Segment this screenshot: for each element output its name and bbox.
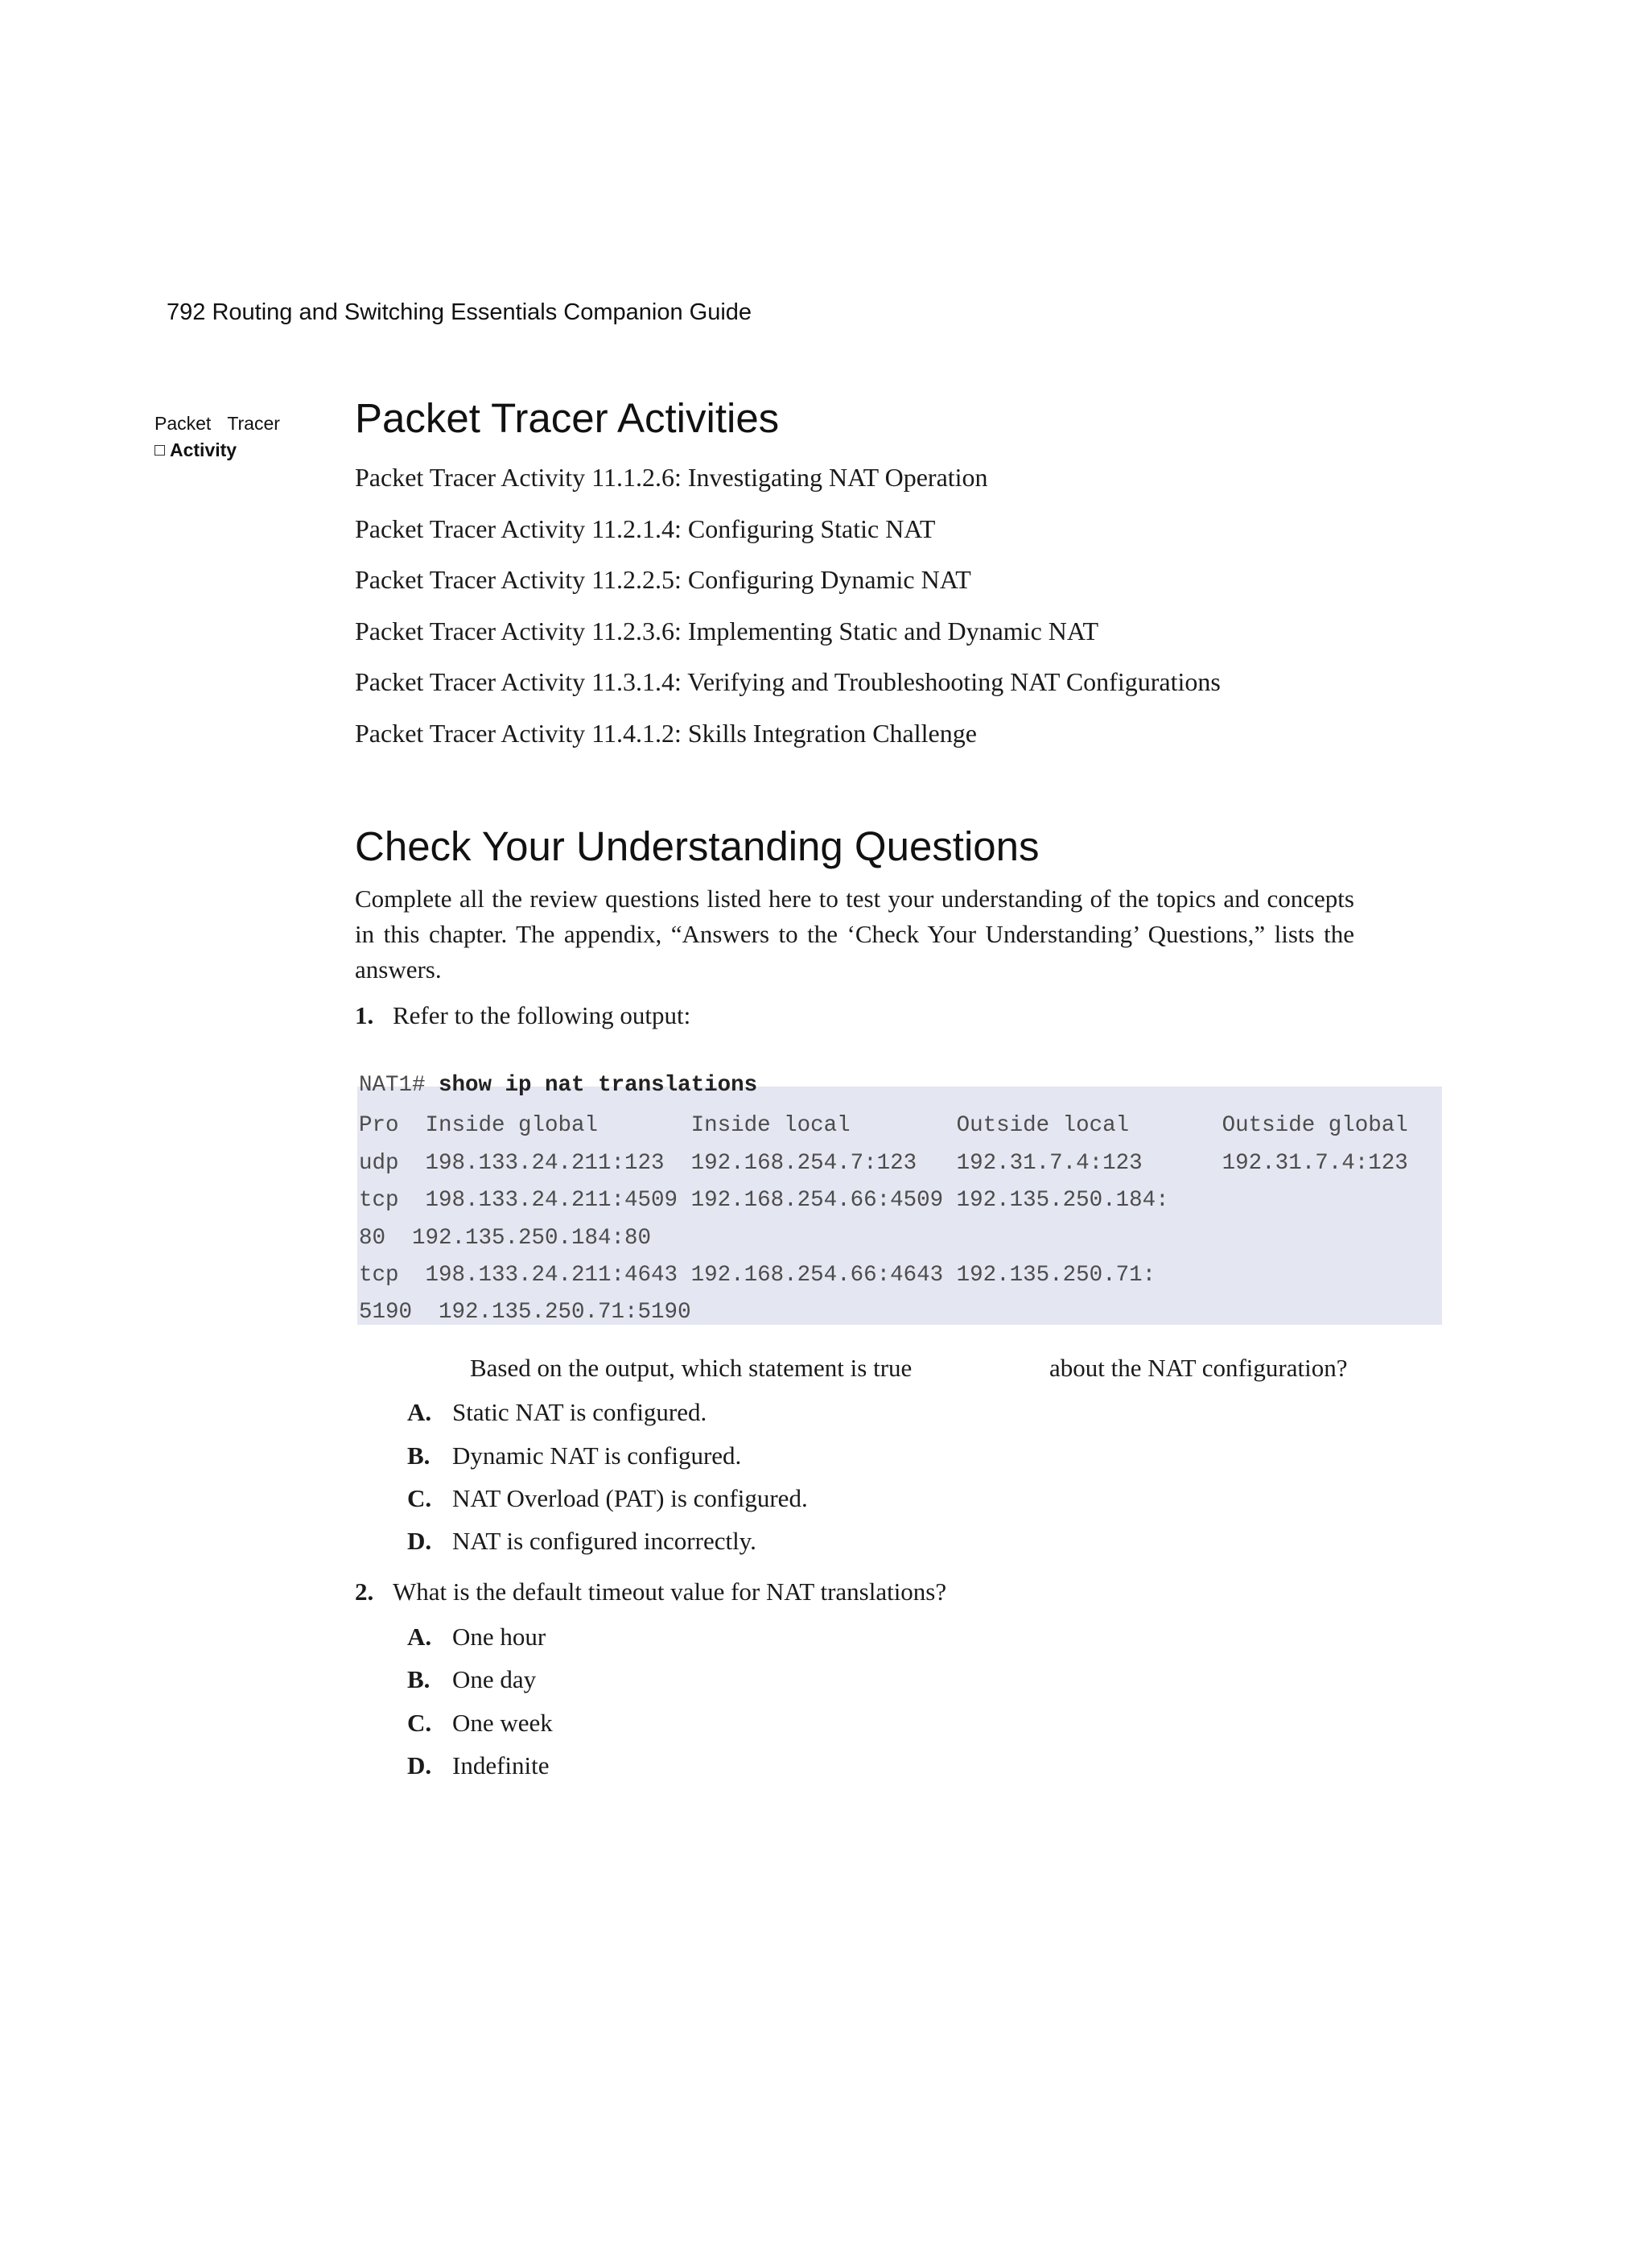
question-1-prompt-b: about the NAT configuration? [1049,1354,1348,1382]
q2-option-b [407,1664,536,1696]
output-row: tcp 198.133.24.211:4643 192.168.254.66:4643 192.135.250.71: [359,1263,1156,1288]
option-text: Static NAT is configured. [452,1398,707,1426]
option-letter: C. [407,1484,432,1512]
output-header: Pro Inside global Inside local Outside local Outside global [359,1113,1408,1138]
q2-option-d [407,1750,550,1782]
question-text: Refer to the following output: [393,1001,691,1029]
q1-option-a [407,1396,707,1429]
intro-paragraph: Complete all the review questions listed here to test your understanding of the topics and concepts in this chapter. The appendix, “Answers to the ‘Check Your Understanding’ Questions,” lists the answers. [355,885,1354,983]
activity-item: Packet Tracer Activity 11.2.3.6: Implementing Static and Dynamic NAT [355,616,1098,645]
output-row: 80 192.135.250.184:80 [359,1226,652,1251]
option-letter: B. [407,1665,431,1693]
question-1 [355,1000,690,1032]
q1-option-d [407,1525,756,1557]
q1-option-c [407,1482,808,1515]
section-title-packet-tracer: Packet Tracer Activities [355,395,780,441]
margin-note-word-2: Tracer [227,413,280,434]
activity-item: Packet Tracer Activity 11.3.1.4: Verifying and Troubleshooting NAT Configurations [355,667,1221,697]
activity-item: Packet Tracer Activity 11.2.2.5: Configuring Dynamic NAT [355,565,971,595]
nat-output-block [357,1073,1442,1325]
command-prompt: NAT1# [359,1073,426,1098]
running-head: 792 Routing and Switching Essentials Companion Guide [167,299,752,325]
option-letter: C. [407,1709,432,1737]
output-row: udp 198.133.24.211:123 192.168.254.7:123 192.31.7.4:123 192.31.7.4:123 [359,1151,1408,1176]
option-letter: D. [407,1527,432,1555]
q1-option-b [407,1440,741,1472]
option-text: NAT is configured incorrectly. [452,1527,756,1555]
question-text: What is the default timeout value for NAT translations? [393,1577,947,1606]
activity-item: Packet Tracer Activity 11.2.1.4: Configuring Static NAT [355,513,936,543]
command-line [359,1074,757,1098]
command-text: show ip nat translations [439,1073,758,1098]
question-1-prompt-a: Based on the output, which statement is true [470,1354,913,1382]
activity-list [355,457,1221,765]
option-text: One hour [452,1623,546,1651]
output-row: tcp 198.133.24.211:4509 192.168.254.66:4509 192.135.250.184: [359,1188,1169,1213]
activity-item: Packet Tracer Activity 11.1.2.6: Investigating NAT Operation [355,463,988,492]
option-text: Indefinite [452,1751,550,1779]
question-2 [355,1576,946,1608]
option-text: One week [452,1709,553,1737]
option-text: One day [452,1665,537,1693]
option-letter: B. [407,1441,431,1470]
activity-item: Packet Tracer Activity 11.4.1.2: Skills Integration Challenge [355,718,977,748]
option-text: Dynamic NAT is configured. [452,1441,742,1470]
margin-note-word-1: Packet [154,413,212,434]
activity-icon [154,445,165,456]
q2-option-c [407,1707,553,1739]
margin-note-activity: Activity [170,439,237,460]
question-number: 1. [355,1001,374,1029]
option-letter: A. [407,1398,432,1426]
section-title-check-understanding: Check Your Understanding Questions [355,823,1040,869]
question-number: 2. [355,1577,374,1606]
q2-option-a [407,1621,546,1653]
option-letter: D. [407,1751,432,1779]
margin-note [154,410,280,464]
option-text: NAT Overload (PAT) is configured. [452,1484,808,1512]
option-letter: A. [407,1623,432,1651]
output-row: 5190 192.135.250.71:5190 [359,1300,691,1325]
